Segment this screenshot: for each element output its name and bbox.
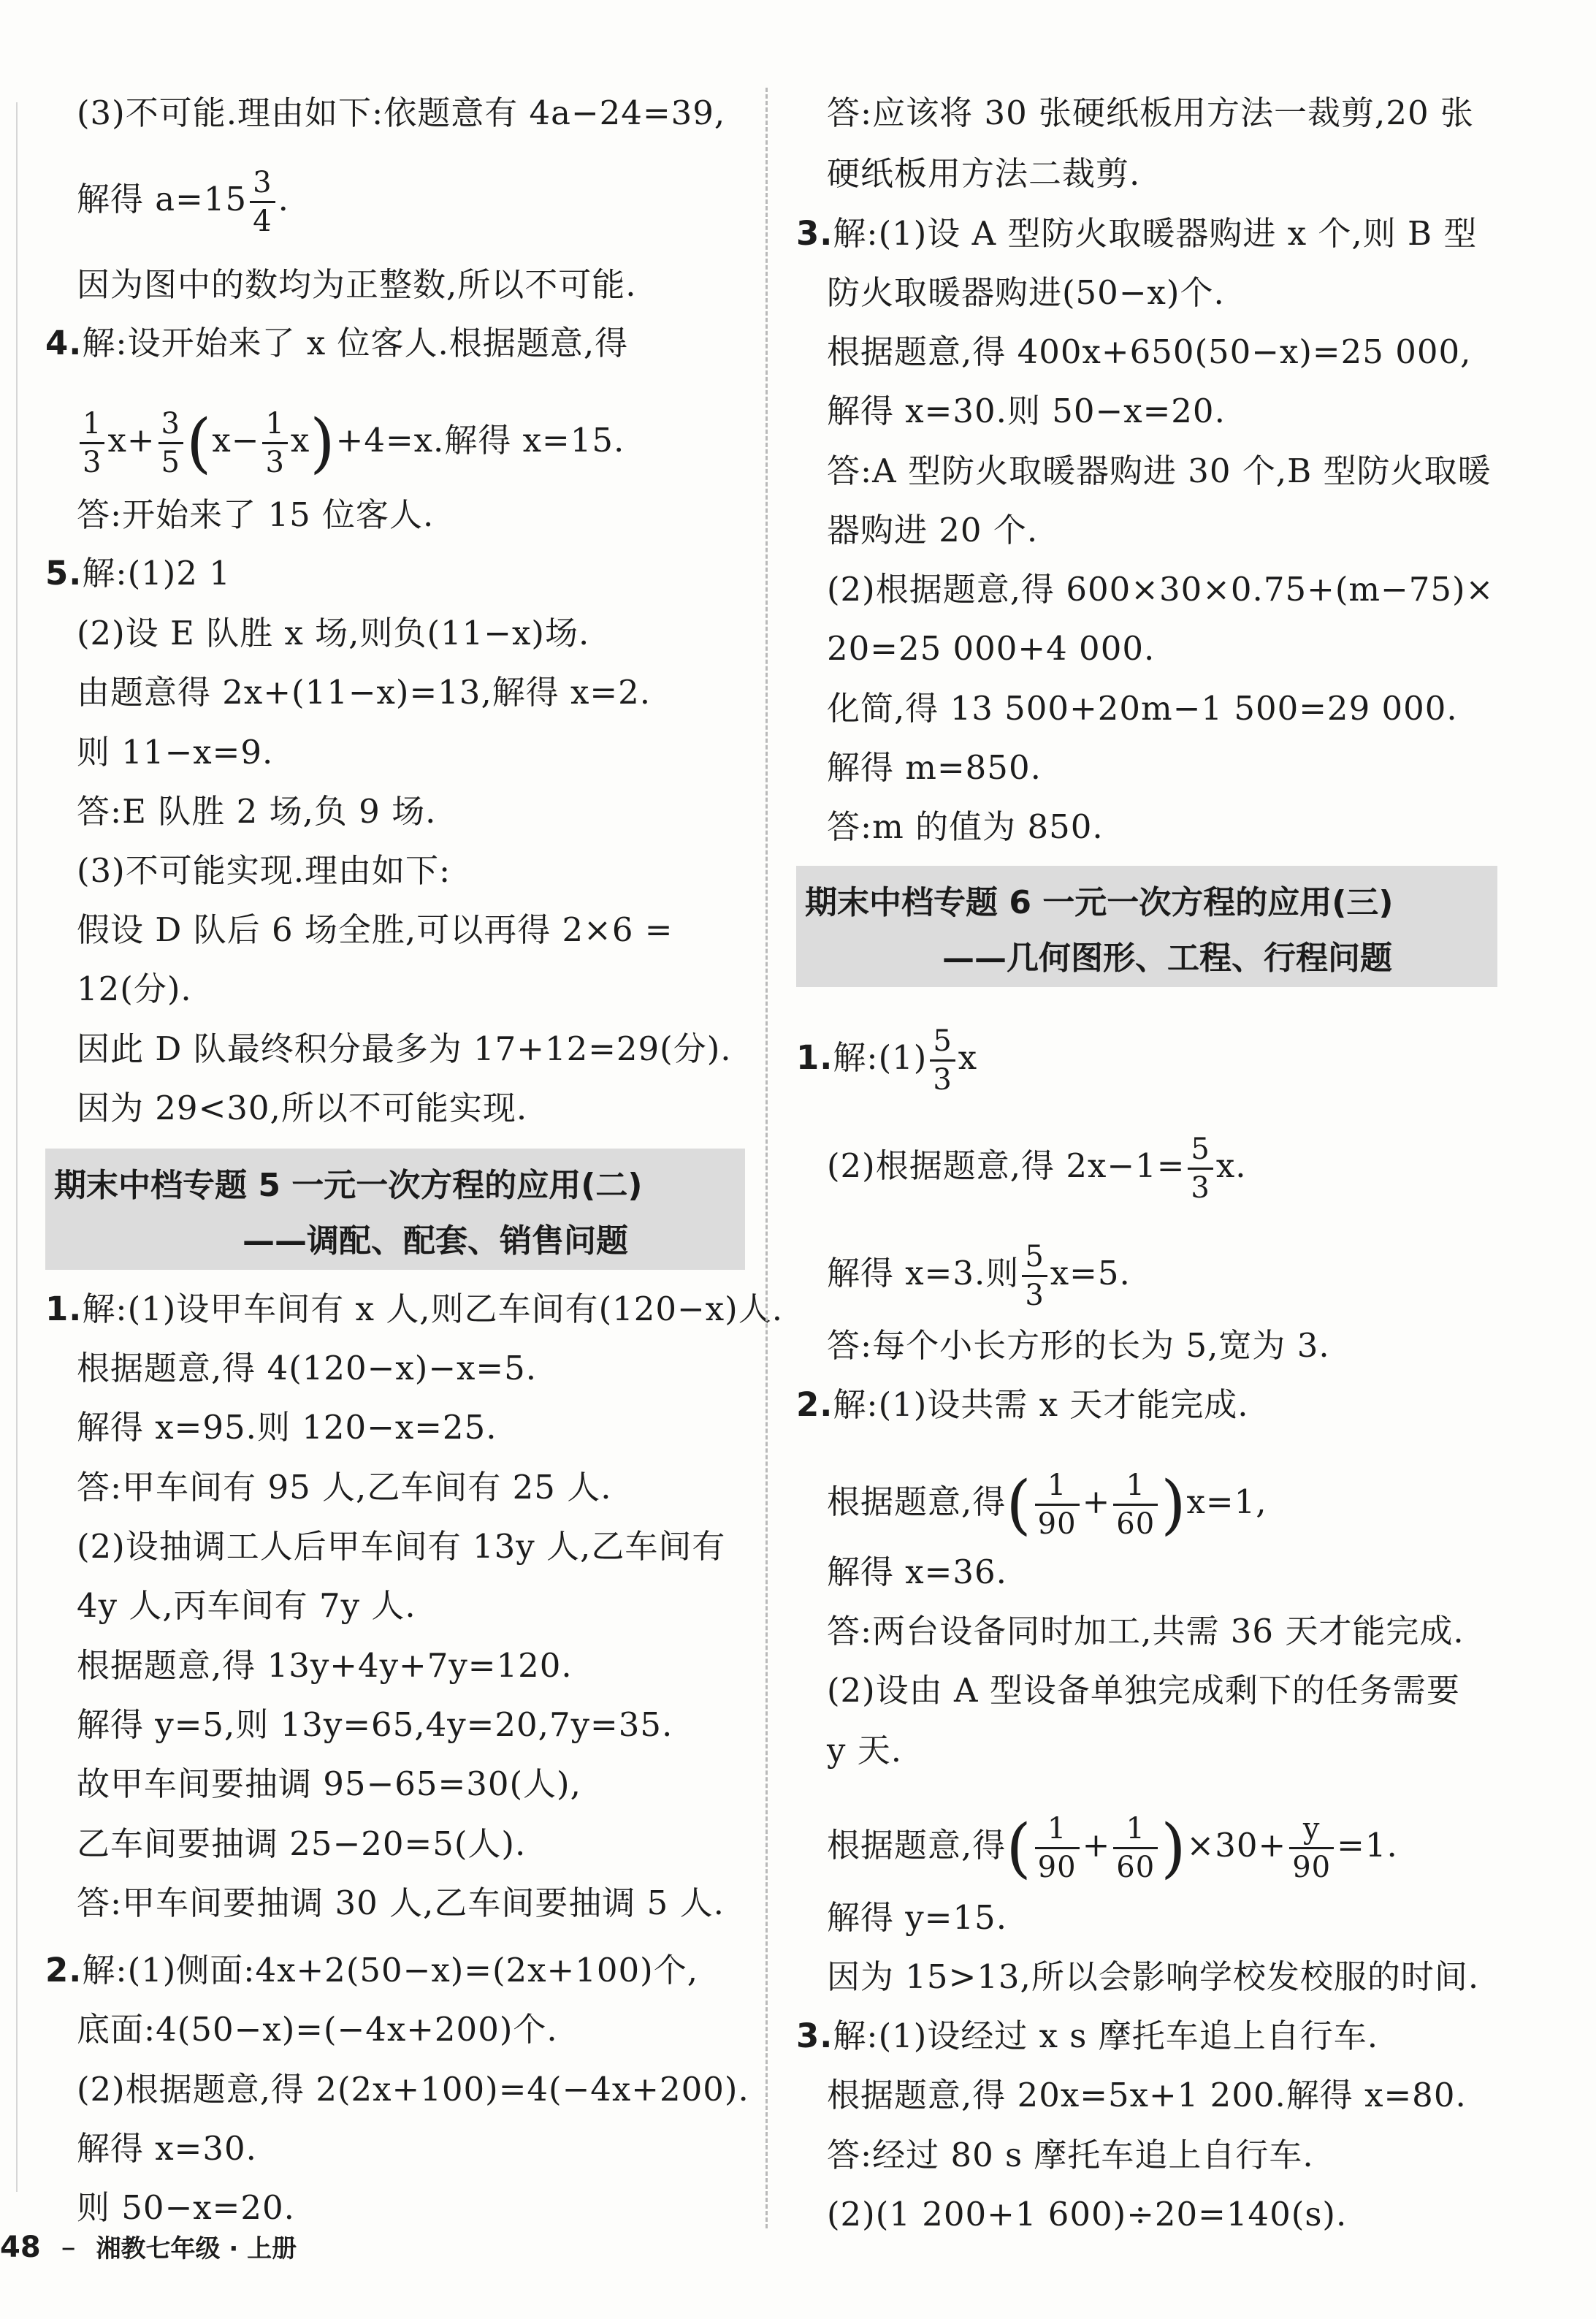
- numerator: y: [1289, 1810, 1334, 1849]
- fraction: [1035, 1467, 1080, 1542]
- topic-title: 期末中档专题 6 一元一次方程的应用(三): [805, 884, 1394, 921]
- text-line: 底面:4(50−x)=(−4x+200)个.: [77, 2010, 558, 2049]
- denominator: 3: [933, 1063, 952, 1097]
- question-3: [796, 2014, 1378, 2058]
- text: 解得 a=15: [77, 180, 248, 218]
- numerator: 1: [1035, 1467, 1080, 1506]
- text-line: 因为 29<30,所以不可能实现.: [77, 1089, 528, 1127]
- text: 解:设开始来了 x 位客人.根据题意,得: [82, 324, 629, 362]
- text-line: (2)(1 200+1 600)÷20=140(s).: [827, 2195, 1348, 2234]
- topic-header-5: [45, 1149, 745, 1270]
- text-line: (2)设由 A 型设备单独完成剩下的任务需要: [827, 1671, 1460, 1710]
- numerator: 1: [1113, 1467, 1158, 1506]
- denominator: 3: [1025, 1279, 1045, 1312]
- fraction: [159, 405, 183, 481]
- text-line: 解得 x=30.: [77, 2129, 257, 2168]
- topic-subtitle: ——几何图形、工程、行程问题: [942, 940, 1392, 977]
- paren: ): [1161, 1466, 1187, 1542]
- question-number: 5.: [45, 554, 83, 593]
- question-number: 1.: [796, 1038, 833, 1077]
- denominator: 3: [265, 446, 285, 479]
- text-line: 假设 D 队后 6 场全胜,可以再得 2×6 =: [77, 910, 673, 949]
- equation-line: [827, 1131, 1247, 1206]
- fraction: [1188, 1131, 1213, 1206]
- answer-line: 答:m 的值为 850.: [827, 807, 1104, 846]
- text-line: 20=25 000+4 000.: [827, 629, 1156, 668]
- text-line: 解得 x=30.则 50−x=20.: [827, 392, 1226, 430]
- fraction: [1022, 1238, 1047, 1314]
- fraction: [80, 405, 104, 481]
- fraction: [262, 405, 287, 481]
- answer-line: 答:经过 80 s 摩托车追上自行车.: [827, 2136, 1314, 2174]
- equation-line: [827, 1238, 1131, 1314]
- question-1: [796, 1023, 977, 1098]
- text: 解得 x=3.则: [827, 1254, 1020, 1292]
- equation-line: 根据题意,得( $\frac{1}{90}$ + $\frac{1}{60}$ )×30+ $\frac{y}{90}$ =1.: [827, 1810, 1398, 1886]
- topic-subtitle: ——调配、配套、销售问题: [243, 1222, 628, 1260]
- text-line: 12(分).: [77, 970, 192, 1008]
- text-line: 解得 y=15.: [827, 1898, 1007, 1937]
- question-1: [45, 1287, 783, 1331]
- text: 解:(1)2 1: [82, 554, 231, 593]
- denominator: 60: [1116, 1507, 1156, 1541]
- equation-line: 根据题意,得( $\frac{1}{90}$ + $\frac{1}{60}$ )x=1,: [827, 1466, 1267, 1542]
- topic-header-6: [796, 866, 1497, 987]
- denominator: 90: [1037, 1507, 1077, 1541]
- question-number: 2.: [45, 1951, 83, 1989]
- text: x: [290, 421, 310, 460]
- text: x+: [107, 421, 156, 460]
- numerator: 1: [80, 405, 104, 444]
- question-3: [796, 212, 1477, 256]
- text-line: (2)根据题意,得 600×30×0.75+(m−75)×: [827, 570, 1494, 609]
- paren: ): [1161, 1810, 1187, 1886]
- page-number: 48: [0, 2231, 41, 2264]
- question-5: [45, 552, 231, 595]
- text-line: (2)根据题意,得 2(2x+100)=4(−4x+200).: [77, 2070, 749, 2109]
- text: 解:(1): [833, 1038, 928, 1077]
- text-line: 化简,得 13 500+20m−1 500=29 000.: [827, 689, 1458, 728]
- column-divider: [765, 88, 768, 2228]
- text-line: 因此 D 队最终积分最多为 17+12=29(分).: [77, 1029, 732, 1068]
- denominator: 90: [1292, 1851, 1332, 1884]
- text-line: 硬纸板用方法二裁剪.: [827, 154, 1141, 193]
- text-line: 器购进 20 个.: [827, 511, 1039, 549]
- numerator: 5: [930, 1023, 955, 1062]
- text: 根据题意,得: [827, 1482, 1007, 1521]
- answer-line: 答:开始来了 15 位客人.: [77, 495, 435, 534]
- footer-dash: –: [61, 2231, 76, 2264]
- question-number: 3.: [796, 214, 833, 253]
- text-line: (2)设 E 队胜 x 场,则负(11−x)场.: [77, 614, 590, 652]
- fraction: [250, 164, 275, 240]
- question-number: 1.: [45, 1290, 83, 1328]
- answer-line: 答:E 队胜 2 场,负 9 场.: [77, 792, 437, 831]
- denominator: 4: [253, 205, 272, 238]
- answer-line: 答:甲车间要抽调 30 人,乙车间要抽调 5 人.: [77, 1884, 725, 1922]
- numerator: 5: [1022, 1238, 1047, 1277]
- text-line: 根据题意,得 4(120−x)−x=5.: [77, 1349, 538, 1387]
- numerator: 1: [1035, 1810, 1080, 1849]
- book-title: 湘教七年级 · 上册: [96, 2234, 297, 2263]
- text: =1.: [1337, 1826, 1398, 1865]
- fraction: [1289, 1810, 1334, 1886]
- text-line: 故甲车间要抽调 95−65=30(人),: [77, 1764, 581, 1803]
- question-number: 2.: [796, 1385, 833, 1424]
- equation-line: [77, 405, 625, 481]
- question-4: [45, 321, 628, 365]
- numerator: 3: [159, 405, 183, 444]
- text-line: 解得 x=36.: [827, 1553, 1007, 1591]
- text: .: [278, 180, 289, 218]
- text: ×30+: [1186, 1826, 1287, 1865]
- text: (2)根据题意,得 2x−1=: [827, 1146, 1185, 1185]
- fraction: [1035, 1810, 1080, 1886]
- question-number: 3.: [796, 2017, 833, 2055]
- text-line: 由题意得 2x+(11−x)=13,解得 x=2.: [77, 673, 652, 712]
- text: 解:(1)设甲车间有 x 人,则乙车间有(120−x)人.: [82, 1290, 783, 1328]
- question-2: [45, 1949, 698, 1992]
- text-line: 解得 x=95.则 120−x=25.: [77, 1408, 497, 1447]
- answer-line: 答:A 型防火取暖器购进 30 个,B 型防火取暖: [827, 452, 1492, 490]
- text-line: [77, 164, 289, 240]
- text-line: 根据题意,得 400x+650(50−x)=25 000,: [827, 332, 1472, 371]
- text-line: (2)设抽调工人后甲车间有 13y 人,乙车间有: [77, 1527, 726, 1566]
- denominator: 3: [83, 446, 102, 479]
- text-line: 则 11−x=9.: [77, 733, 274, 772]
- question-2: [796, 1383, 1249, 1427]
- text: x.: [1215, 1146, 1247, 1185]
- text: 解:(1)设经过 x s 摩托车追上自行车.: [833, 2017, 1378, 2055]
- text-line: 防火取暖器购进(50−x)个.: [827, 273, 1225, 312]
- topic-title: 期末中档专题 5 一元一次方程的应用(二): [54, 1167, 643, 1204]
- text: x−: [212, 421, 260, 460]
- text-line: 4y 人,丙车间有 7y 人.: [77, 1586, 416, 1625]
- text-line: 则 50−x=20.: [77, 2188, 295, 2227]
- page-edge-line: [16, 102, 18, 2192]
- text-line: 因为 15>13,所以会影响学校发校服的时间.: [827, 1957, 1480, 1996]
- paren: (: [1006, 1810, 1032, 1886]
- answer-line: 答:两台设备同时加工,共需 36 天才能完成.: [827, 1612, 1465, 1650]
- text-line: y 天.: [827, 1731, 903, 1770]
- fraction: [1113, 1810, 1158, 1886]
- answer-line: 答:每个小长方形的长为 5,宽为 3.: [827, 1326, 1330, 1365]
- text: 解:(1)设 A 型防火取暖器购进 x 个,则 B 型: [833, 214, 1478, 253]
- text-line: 乙车间要抽调 25−20=5(人).: [77, 1824, 527, 1863]
- text: x: [958, 1038, 978, 1077]
- paren: (: [186, 405, 213, 481]
- answer-line: 答:应该将 30 张硬纸板用方法一裁剪,20 张: [827, 94, 1474, 132]
- denominator: 3: [1191, 1171, 1210, 1205]
- fraction: [930, 1023, 955, 1098]
- paren: (: [1006, 1466, 1032, 1542]
- text-line: 解得 y=5,则 13y=65,4y=20,7y=35.: [77, 1705, 673, 1744]
- numerator: 3: [250, 164, 275, 203]
- text: 解:(1)侧面:4x+2(50−x)=(2x+100)个,: [82, 1951, 698, 1989]
- numerator: 5: [1188, 1131, 1213, 1170]
- denominator: 5: [161, 446, 180, 479]
- fraction: [1113, 1467, 1158, 1542]
- denominator: 90: [1037, 1851, 1077, 1884]
- text: +4=x.解得 x=15.: [335, 421, 625, 460]
- text-line: (3)不可能实现.理由如下:: [77, 851, 451, 890]
- page-footer: [0, 2228, 297, 2264]
- question-number: 4.: [45, 324, 83, 362]
- numerator: 1: [262, 405, 287, 444]
- text-line: (3)不可能.理由如下:依题意有 4a−24=39,: [77, 94, 726, 132]
- paren: ): [310, 405, 336, 481]
- text: x=5.: [1050, 1254, 1131, 1292]
- text: x=1,: [1186, 1482, 1267, 1521]
- text: 根据题意,得: [827, 1826, 1007, 1865]
- text-line: 因为图中的数均为正整数,所以不可能.: [77, 265, 637, 304]
- text-line: 根据题意,得 20x=5x+1 200.解得 x=80.: [827, 2076, 1467, 2114]
- numerator: 1: [1113, 1810, 1158, 1849]
- answer-line: 答:甲车间有 95 人,乙车间有 25 人.: [77, 1468, 612, 1507]
- text-line: 根据题意,得 13y+4y+7y=120.: [77, 1646, 573, 1685]
- text: 解:(1)设共需 x 天才能完成.: [833, 1385, 1249, 1424]
- text-line: 解得 m=850.: [827, 748, 1042, 787]
- denominator: 60: [1116, 1851, 1156, 1884]
